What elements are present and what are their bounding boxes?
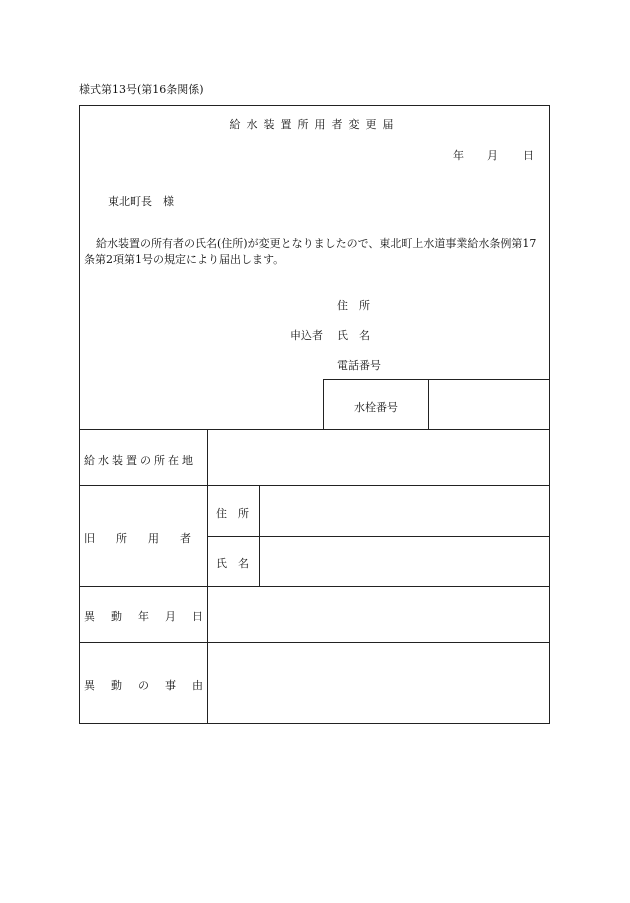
hydrant-box-mid	[428, 379, 429, 430]
former-name-label: 氏 名	[216, 557, 249, 570]
hydrant-number-label: 水栓番号	[354, 401, 398, 414]
applicant-label: 申込者	[290, 329, 323, 342]
former-owner-sublabel-border	[259, 485, 260, 586]
applicant-name-label: 氏 名	[337, 329, 370, 342]
change-reason-label-text: 異動の事由	[84, 679, 219, 692]
hydrant-box-top	[323, 379, 550, 380]
applicant-phone-label: 電話番号	[337, 359, 381, 372]
date-day-label: 日	[523, 149, 534, 162]
former-owner-label	[84, 530, 212, 546]
divider-former-owner	[79, 586, 550, 587]
former-owner-label-bind: 旧所用者	[84, 532, 212, 545]
form-number: 様式第13号(第16条関係)	[79, 83, 204, 96]
location-label: 給水装置の所在地	[84, 454, 196, 467]
applicant-address-label: 住 所	[337, 299, 370, 312]
change-date-label	[84, 608, 219, 624]
change-reason-label	[84, 677, 219, 693]
date-year-label: 年	[453, 149, 464, 162]
date-month-label: 月	[487, 149, 498, 162]
former-address-label: 住 所	[216, 507, 249, 520]
body-text: 給水装置の所有者の氏名(住所)が変更となりましたので、東北町上水道事業給水条例第17条第2項第1号の規定により届出します。	[84, 237, 537, 266]
change-date-label-text: 異動年月日	[84, 610, 219, 623]
addressee: 東北町長 様	[108, 195, 174, 208]
former-owner-label-text	[84, 530, 212, 546]
form-title: 給水装置所用者変更届	[229, 118, 400, 131]
divider-location	[79, 485, 550, 486]
divider-change-date	[79, 642, 550, 643]
divider-header-table	[79, 429, 550, 430]
